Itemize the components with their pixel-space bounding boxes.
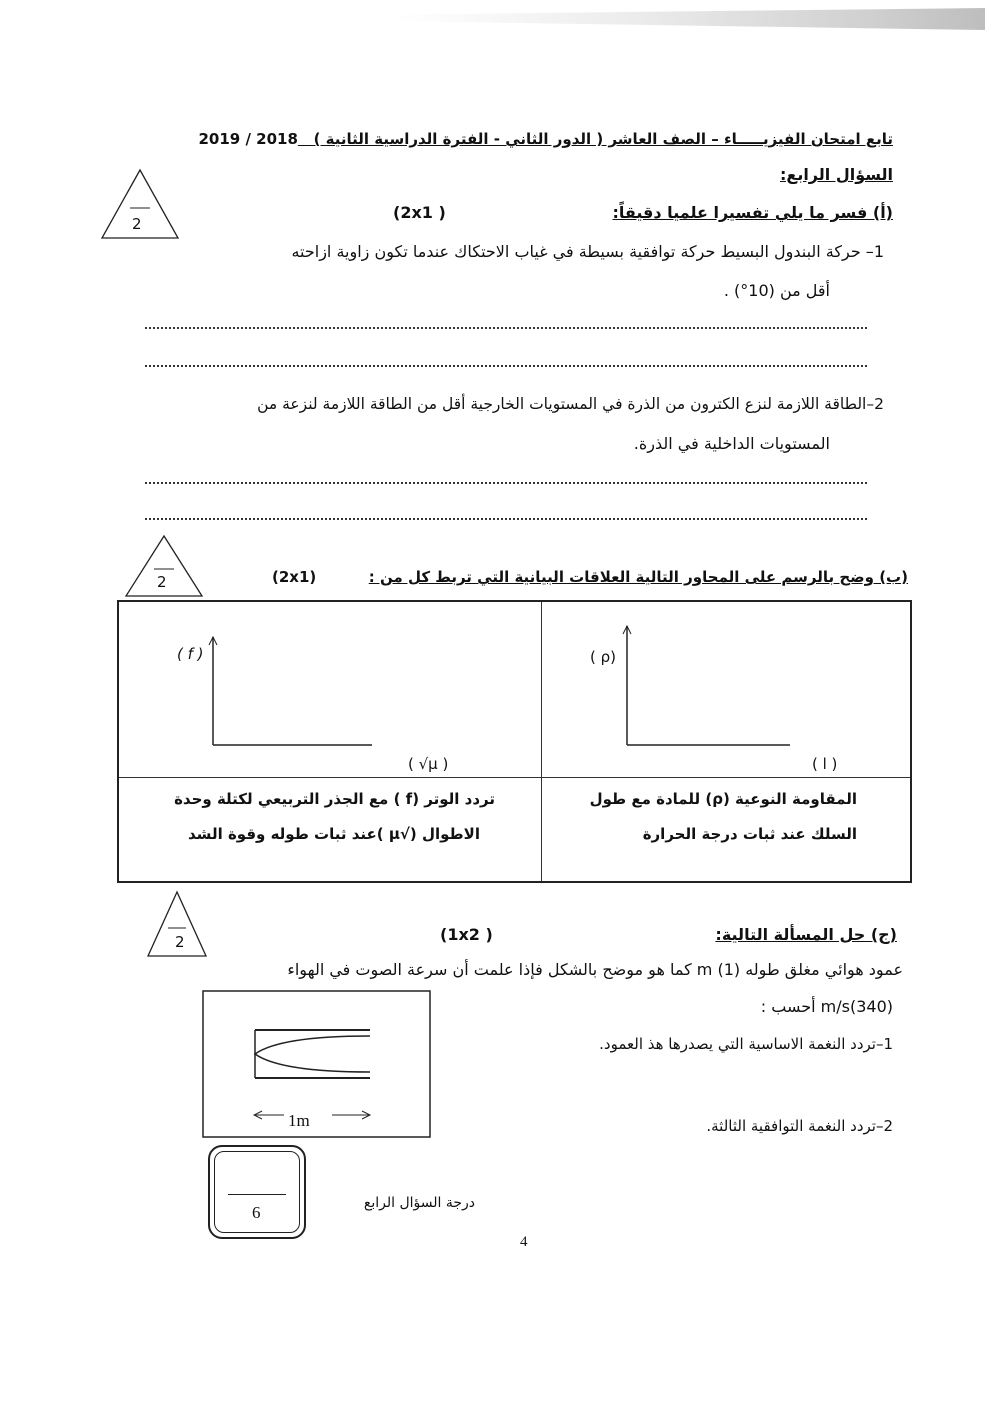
- graph-desc: المقاومة النوعية (ρ) للمادة مع طول: [589, 790, 857, 808]
- score-denominator: 2: [157, 573, 167, 591]
- score-denominator: 2: [132, 215, 142, 233]
- closed-air-column-figure: [202, 990, 432, 1140]
- scan-artifact: [395, 8, 985, 30]
- graph-x-label: ( √μ ): [408, 755, 449, 773]
- graph-desc: تردد الوتر (f ) مع الجذر التربيعي لكتلة وحدة: [174, 790, 495, 808]
- total-denominator: 6: [252, 1203, 261, 1222]
- item-a2: 2–الطاقة اللازمة لنزع الكترون من الذرة في المستويات الخارجية أقل من الطاقة اللازمة لنزعة من: [257, 395, 884, 413]
- score-denominator: 2: [175, 933, 185, 951]
- graph-f-vs-sqrt-mu-axes[interactable]: [200, 625, 390, 755]
- part-b-marks: (2x1): [272, 568, 317, 586]
- graph-desc: السلك عند ثبات درجة الحرارة: [642, 825, 857, 843]
- answer-line[interactable]: [145, 365, 867, 367]
- item-a2-cont: المستويات الداخلية في الذرة.: [633, 434, 830, 453]
- problem-item: 1–تردد النغمة الاساسية التي يصدرها هذ العمود.: [599, 1035, 893, 1053]
- length-label: 1m: [288, 1111, 310, 1130]
- graph-y-label: ( f ): [177, 645, 204, 663]
- total-score-box: [208, 1145, 306, 1239]
- part-c-label: (ج) حل المسألة التالية:: [715, 925, 897, 944]
- part-a-label: (أ) فسر ما يلي تفسيرا علميا دقيقاً:: [612, 203, 893, 222]
- part-a-marks: (2x1 ): [393, 203, 446, 222]
- item-a1-cont: أقل من (10°) .: [723, 281, 830, 300]
- answer-line[interactable]: [145, 482, 867, 484]
- graph-desc: الاطوال (√μ )عند ثبات طوله وقوة الشد: [188, 825, 480, 843]
- problem-text: (340)m/s أحسب :: [760, 997, 893, 1016]
- total-label: درجة السؤال الرابع: [363, 1195, 475, 1211]
- part-c-marks: (1x2 ): [440, 925, 493, 944]
- answer-line[interactable]: [145, 518, 867, 520]
- graph-x-label: ( l ): [812, 755, 838, 773]
- answer-line[interactable]: [145, 327, 867, 329]
- page-number: 4: [520, 1234, 528, 1250]
- part-b-label: (ب) وضح بالرسم على المحاور التالية العلاقات البيانية التي تربط كل من :: [368, 568, 908, 586]
- problem-item: 2–تردد النغمة التوافقية الثالثة.: [706, 1117, 893, 1135]
- graph-rho-vs-l-axes[interactable]: [614, 618, 804, 748]
- question-title: السؤال الرابع:: [779, 165, 893, 184]
- header-title: تابع امتحان الفيزيـــــاء – الصف العاشر ( الدور الثاني - الفترة الدراسية الثانية ) 2019 / 2018: [198, 130, 893, 148]
- graph-y-label: ( ρ): [590, 648, 616, 666]
- item-a1: 1– حركة البندول البسيط حركة توافقية بسيطة في غياب الاحتكاك عندما تكون زاوية ازاحته: [291, 242, 884, 261]
- problem-text: عمود هوائي مغلق طوله m (1) كما هو موضح بالشكل فإذا علمت أن سرعة الصوت في الهواء: [287, 960, 903, 979]
